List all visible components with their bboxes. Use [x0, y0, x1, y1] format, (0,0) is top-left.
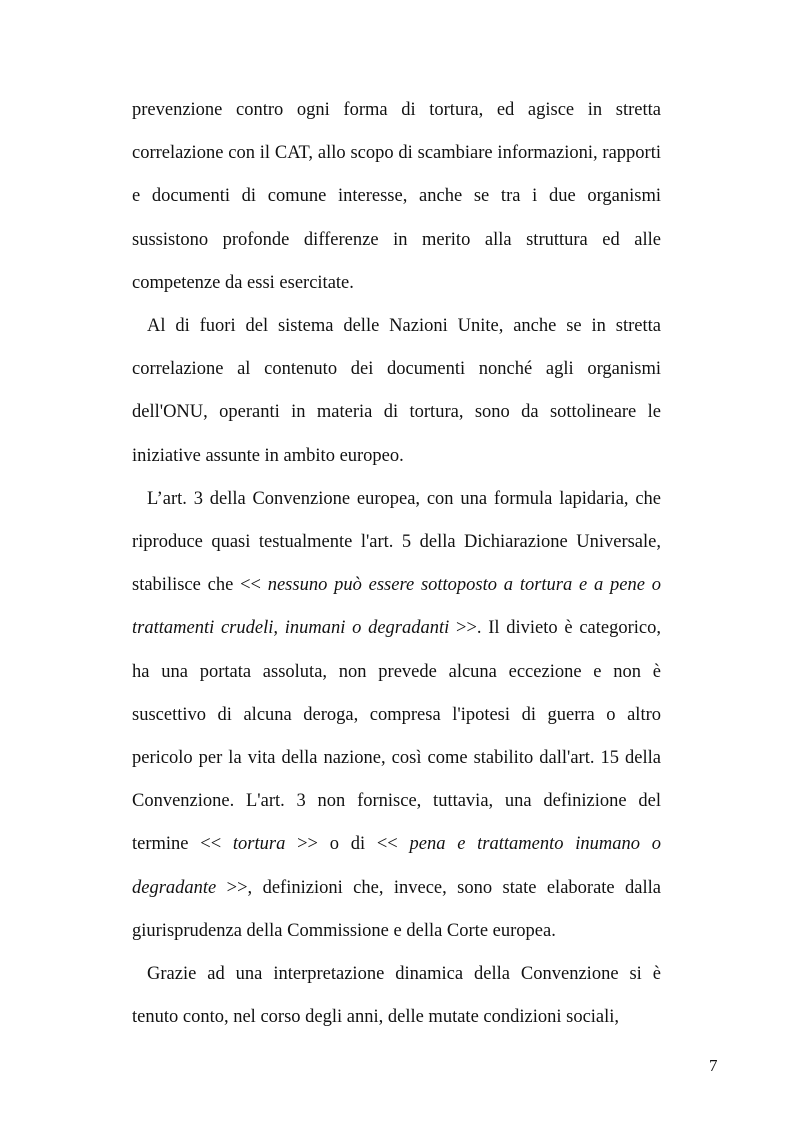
text-segment: >>. Il divieto è categorico, ha una portata assoluta, non prevede alcuna eccezione e non è suscettivo di alcuna deroga, compresa l'ipotesi di guerra o altro pericolo per la vita della nazione, così come stabilito dall'art. 15 della Convenzione. L'art. 3 non fornisce, tuttavia, una definizione del termine <<: [132, 618, 662, 855]
paragraph-2: [132, 305, 661, 478]
text-segment: L’art. 3 della Convenzione europea, con una formula lapidaria, che riproduce quasi testualmente l'art. 5 della Dichiarazione Universale, stabilisce che <<: [132, 488, 661, 596]
quotation-italic: nessuno può essere sottoposto a tortura e a pene o trattamenti crudeli, inumani o degradanti: [132, 575, 661, 639]
text-segment: Al di fuori del sistema delle Nazioni Unite, anche se in stretta correlazione al contenuto dei documenti nonché agli organismi dell'ONU, operanti in materia di tortura, sono da sottolineare le iniziative assunte in ambito europeo.: [132, 316, 661, 466]
text-segment: >> o di <<: [285, 834, 410, 855]
term-italic: pena e trattamento inumano o degradante: [132, 834, 662, 898]
text-segment: >>, definizioni che, invece, sono state elaborate dalla giurisprudenza della Commissione e della Corte europea.: [132, 877, 661, 941]
text-segment: prevenzione contro ogni forma di tortura, ed agisce in stretta correlazione con il CAT, allo scopo di scambiare informazioni, rapporti e documenti di comune interesse, anche se tra i due organismi sussistono profonde differenze in merito alla struttura ed alle competenze da essi esercitate.: [132, 100, 661, 293]
page-number: 7: [709, 1056, 718, 1075]
text-segment: Grazie ad una interpretazione dinamica della Convenzione si è tenuto conto, nel corso degli anni, delle mutate condizioni sociali,: [132, 964, 661, 1028]
paragraph-1: [132, 89, 661, 305]
body-text: [132, 89, 661, 1039]
term-italic: tortura: [232, 834, 286, 855]
paragraph-3: [132, 478, 661, 953]
paragraph-4: [132, 953, 661, 1039]
